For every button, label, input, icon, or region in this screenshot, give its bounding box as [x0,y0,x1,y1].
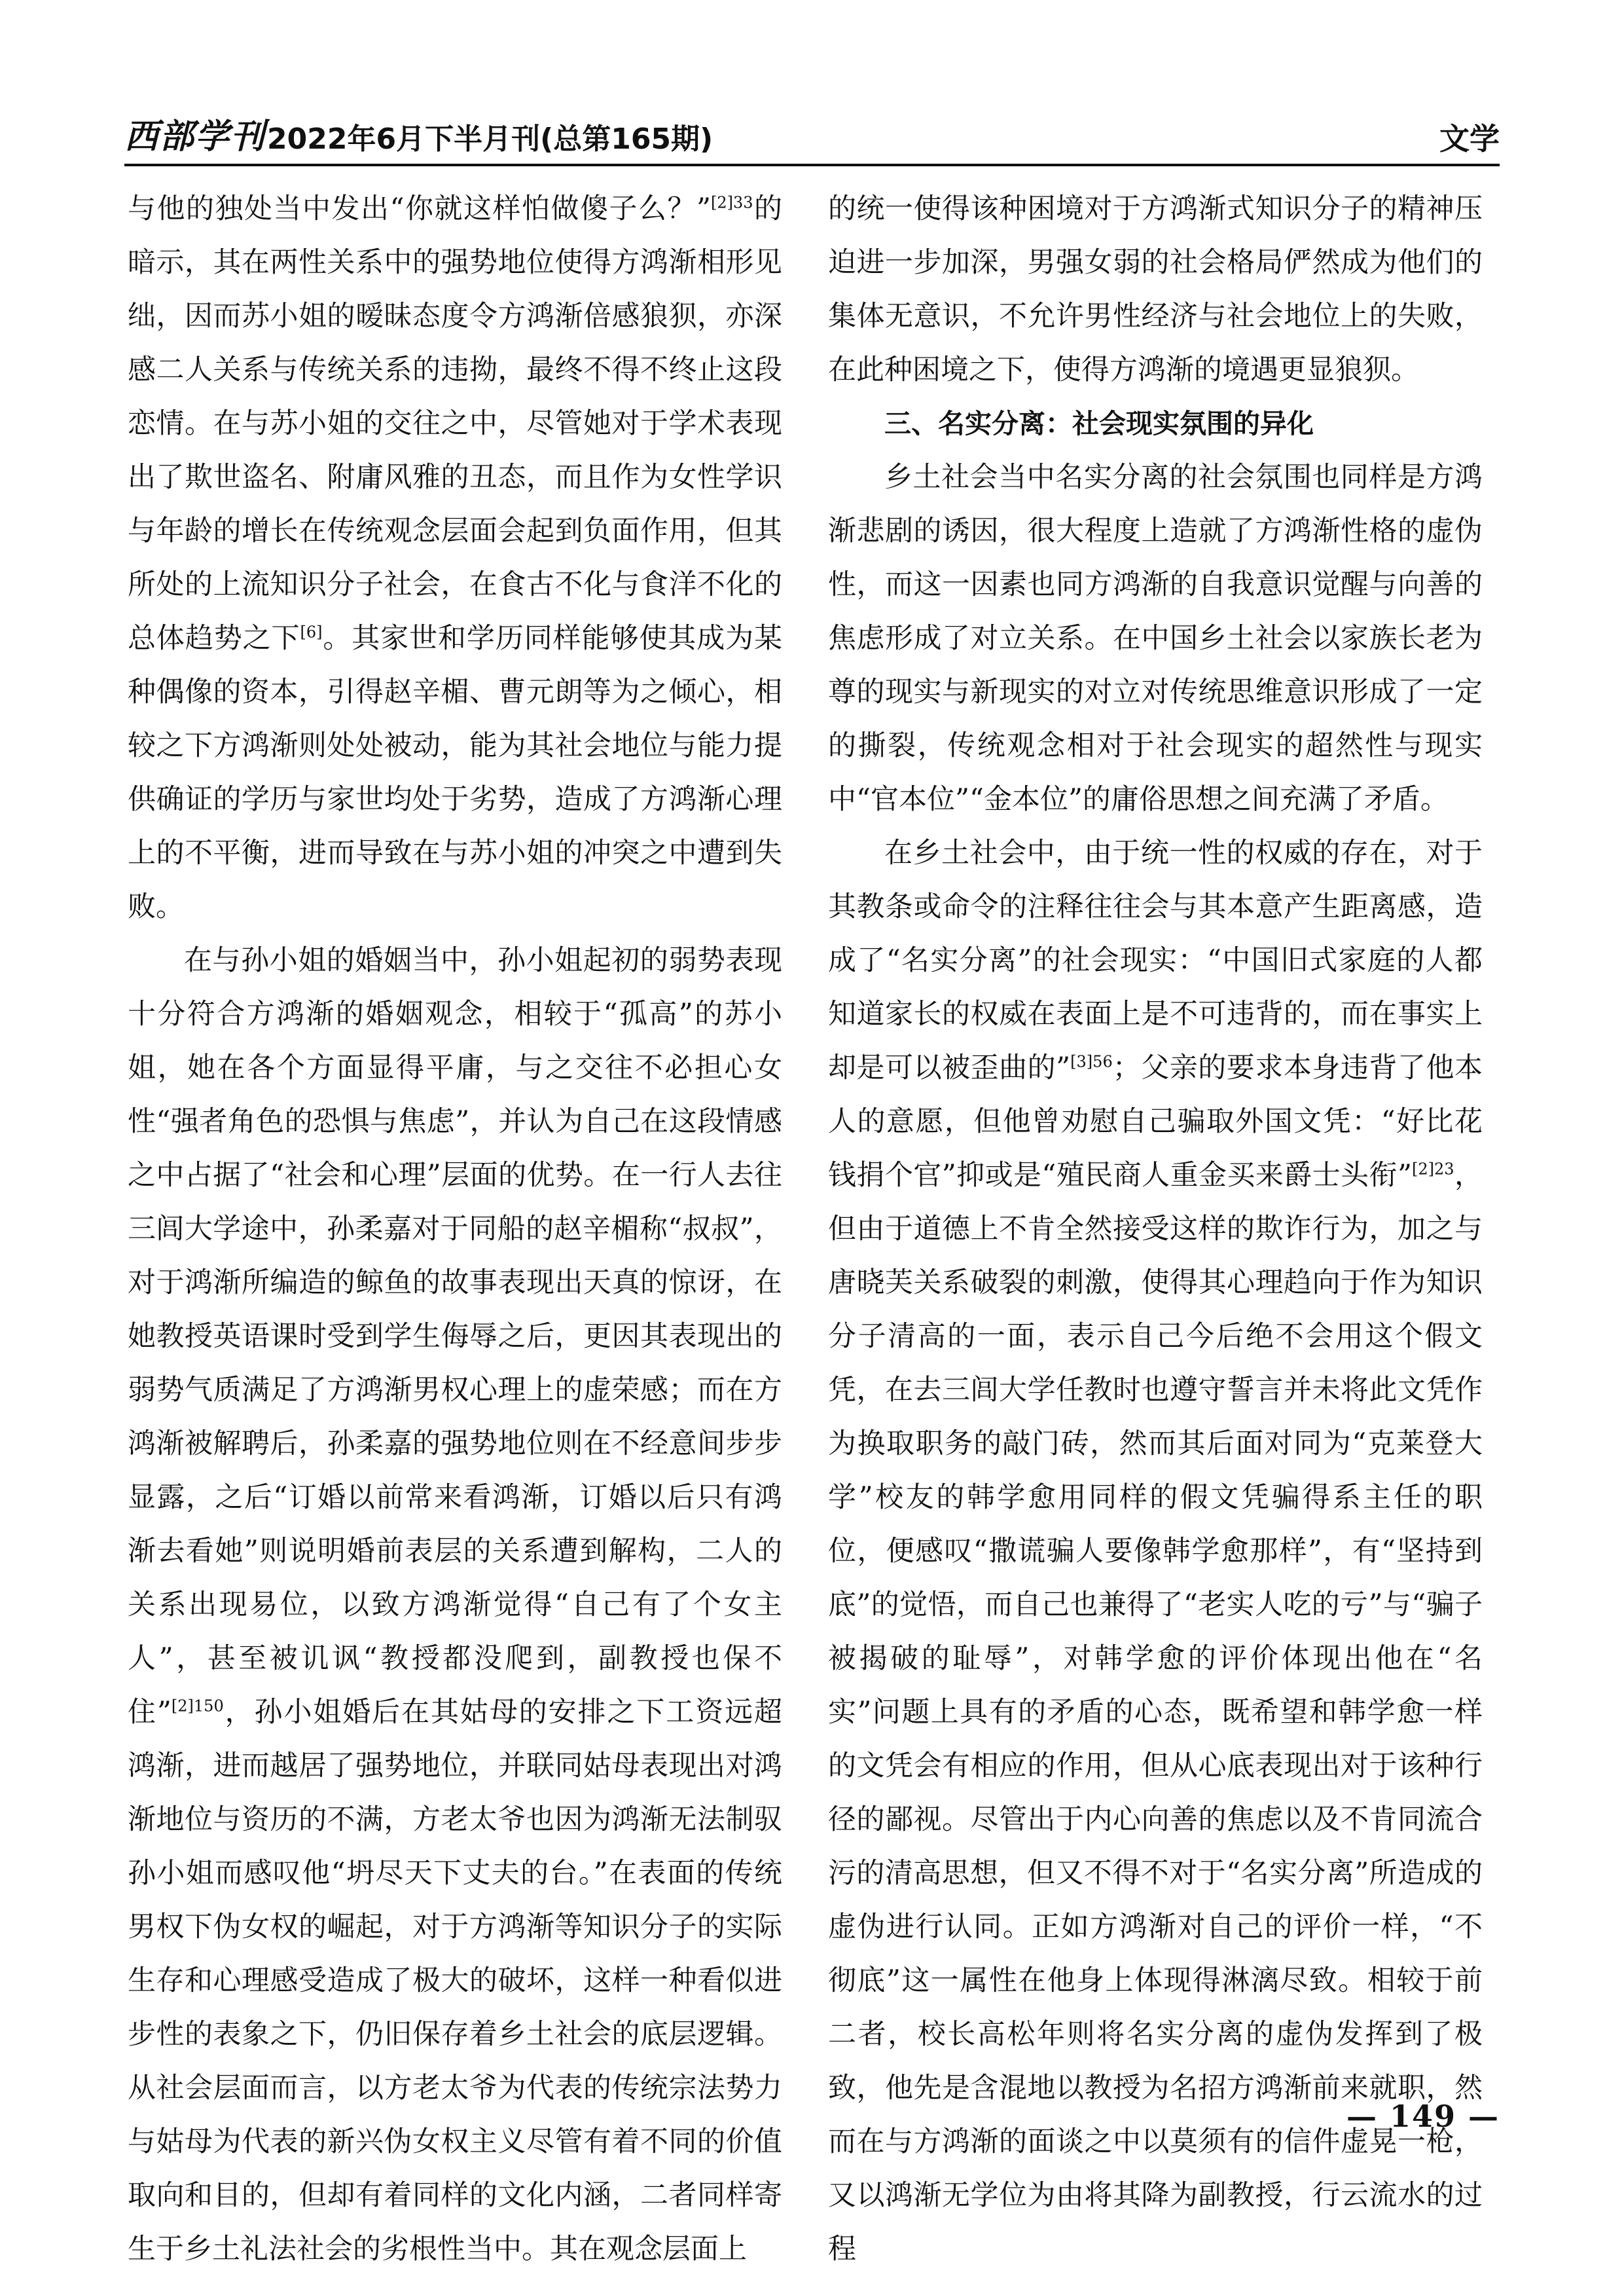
text-run: 在与孙小姐的婚姻当中，孙小姐起初的弱势表现十分符合方鸿渐的婚姻观念，相较于“孤高”的苏小姐，她在各个方面显得平庸，与之交往不必担心女性“强者角色的恐惧与焦虑”，并认为自己在这段情感之中占据了“社会和心理”层面的优势。在一行人去往三闾大学途中，孙柔嘉对于同船的赵辛楣称“叔叔”，对于鸿渐所编造的鲸鱼的故事表现出天真的惊讶，在她教授英语课时受到学生侮辱之后，更因其表现出的弱势气质满足了方鸿渐男权心理上的虚荣感；而在方鸿渐被解聘后，孙柔嘉的强势地位则在不经意间步步显露，之后“订婚以前常来看鸿渐，订婚以后只有鸿渐去看她”则说明婚前表层的关系遭到解构，二人的关系出现易位，以致方鸿渐觉得“自己有了个女主人”，甚至被讥讽“教授都没爬到，副教授也保不住” [128,944,782,1729]
text-run: 与他的独处当中发出“你就这样怕做傻子么？” [128,193,711,225]
text-run: 在乡土社会中，由于统一性的权威的存在，对于其教条或命令的注释往往会与其本意产生距离感，造成了“名实分离”的社会现实：“中国旧式家庭的人都知道家长的权威在表面上是不可违背的，而在事实上却是可以被歪曲的” [828,837,1483,1084]
text-run: ，但由于道德上不肯全然接受这样的欺诈行为，加之与唐晓芙关系破裂的刺激，使得其心理趋向于作为知识分子清高的一面，表示自己今后绝不会用这个假文凭，在去三闾大学任教时也遵守誓言并未将此文凭作为换取职务的敲门砖，然而其后面对同为“克莱登大学”校友的韩学愈用同样的假文凭骗得系主任的职位，便感叹“撒谎骗人要像韩学愈那样”，有“坚持到底”的觉悟，而自己也兼得了“老实人吃的亏”与“骗子被揭破的耻辱”，对韩学愈的评价体现出他在“名实”问题上具有的矛盾的心态，既希望和韩学愈一样的文凭会有相应的作用，但从心底表现出对于该种行径的鄙视。尽管出于内心向善的焦虑以及不肯同流合污的清高思想，但又不得不对于“名实分离”所造成的虚伪进行认同。正如方鸿渐对自己的评价一样，“不彻底”这一属性在他身上体现得淋漓尽致。相较于前二者，校长高松年则将名实分离的虚伪发挥到了极致，他先是含混地以教授为名招方鸿渐前来就职，然而在与方鸿渐的面谈之中以莫须有的信件虚晃一枪，又以鸿渐无学位为由将其降为副教授，行云流水的过程 [828,1159,1483,2266]
right-column [828,182,1483,2276]
text-run: ；父亲的要求本身违背了他本人的意愿，但他曾劝慰自己骗取外国文凭：“好比花钱捐个官”抑或是“殖民商人重金买来爵士头衔” [828,1052,1483,1192]
left-column [128,182,782,2276]
paragraph [828,826,1483,2276]
header-left [124,117,713,156]
paragraph: 乡土社会当中名实分离的社会氛围也同样是方鸿渐悲剧的诱因，很大程度上造就了方鸿渐性格的虚伪性，而这一因素也同方鸿渐的自我意识觉醒与向善的焦虑形成了对立关系。在中国乡土社会以家族长老为尊的现实与新现实的对立对传统思维意识形成了一定的撕裂，传统观念相对于社会现实的超然性与现实中“官本位”“金本位”的庸俗思想之间充满了矛盾。 [828,461,1483,816]
paragraph [128,182,782,934]
journal-masthead: 西部学刊 [124,117,266,156]
citation: [6] [300,623,323,642]
paragraph: 的统一使得该种困境对于方鸿渐式知识分子的精神压迫进一步加深，男强女弱的社会格局俨然成为他们的集体无意识，不允许男性经济与社会地位上的失败，在此种困境之下，使得方鸿渐的境遇更显狼狈。 [828,193,1483,386]
page-number: — 149 — [1346,2099,1500,2134]
section-heading: 三、名实分离：社会现实氛围的异化 [884,408,1314,439]
paragraph [128,934,782,2276]
text-run: ，孙小姐婚后在其姑母的安排之下工资远超鸿渐，进而越居了强势地位，并联同姑母表现出对鸿渐地位与资历的不满，方老太爷也因为鸿渐无法制驭孙小姐而感叹他“坍尽天下丈夫的台。”在表面的传统男权下伪女权的崛起，对于方鸿渐等知识分子的实际生存和心理感受造成了极大的破坏，这样一种看似进步性的表象之下，仍旧保存着乡土社会的底层逻辑。从社会层面而言，以方老太爷为代表的传统宗法势力与姑母为代表的新兴伪女权主义尽管有着不同的价值取向和目的，但却有着同样的文化内涵，二者同样寄生于乡土礼法社会的劣根性当中。其在观念层面上 [128,1696,783,2266]
section-label: 文学 [1439,121,1500,156]
citation: [3]56 [1070,1052,1113,1071]
citation: [2]33 [710,193,753,212]
text-run: 的暗示，其在两性关系中的强势地位使得方鸿渐相形见绌，因而苏小姐的暧昧态度令方鸿渐倍感狼狈，亦深感二人关系与传统关系的违拗，最终不得不终止这段恋情。在与苏小姐的交往之中，尽管她对于学术表现出了欺世盗名、附庸风雅的丑态，而且作为女性学识与年龄的增长在传统观念层面会起到负面作用，但其所处的上流知识分子社会，在食古不化与食洋不化的总体趋势之下 [128,193,782,655]
header-rule [124,164,1500,166]
citation: [2]150 [171,1697,224,1716]
page-header [124,108,1500,154]
text-run: 。其家世和学历同样能够使其成为某种偶像的资本，引得赵辛楣、曹元朗等为之倾心，相较之下方鸿渐则处处被动，能为其社会地位与能力提供确证的学历与家世均处于劣势，造成了方鸿渐心理上的不平衡，进而导致在与苏小姐的冲突之中遭到失败。 [128,622,783,923]
citation: [2]23 [1412,1160,1454,1179]
issue-info: 2022年6月下半月刊(总第165期) [267,122,713,156]
